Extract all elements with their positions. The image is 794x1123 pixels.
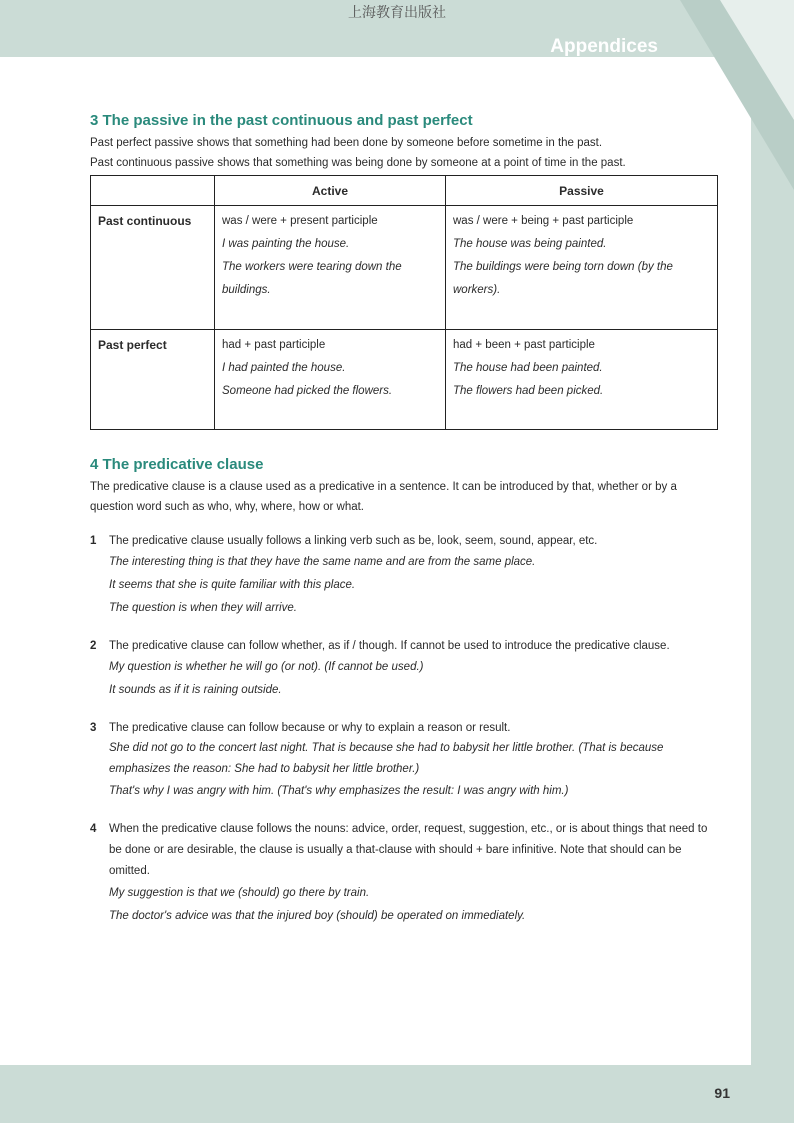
- formula: had + been + past participle: [453, 339, 595, 351]
- section3-intro-1: Past perfect passive shows that something had been done by someone before sometime in the past.: [90, 137, 603, 149]
- rule-example: The doctor's advice was that the injured boy (should) be operated on immediately.: [109, 910, 526, 922]
- formula: had + past participle: [222, 339, 326, 351]
- rule-text: The predicative clause can follow whether, as if / though. If cannot be used to introduce the predicative clause.: [109, 640, 670, 652]
- passive-table: [90, 175, 718, 430]
- rule-item: [90, 531, 720, 620]
- rule-example: That's why I was angry with him. (That's why emphasizes the result: I was angry with him.): [109, 785, 569, 797]
- rule-example: My question is whether he will go (or not). (If cannot be used.): [109, 661, 424, 673]
- table-header-active: Active: [215, 176, 446, 206]
- table-header-empty: [91, 176, 215, 206]
- formula: was / were + being + past participle: [453, 215, 634, 227]
- active-cell: [215, 206, 446, 330]
- page-number: 91: [714, 1085, 730, 1101]
- table-header-passive: Passive: [446, 176, 718, 206]
- example: I was painting the house.: [222, 238, 350, 250]
- table-row: [91, 330, 718, 430]
- section4-intro: The predicative clause is a clause used as a predicative in a sentence. It can be introduced by that, whether or by a question word such as who, why, where, how or what.: [90, 481, 677, 513]
- rule-example: It seems that she is quite familiar with this place.: [109, 579, 356, 591]
- passive-cell: [446, 206, 718, 330]
- example: The buildings were being torn down (by the workers).: [453, 261, 673, 296]
- example: The house was being painted.: [453, 238, 607, 250]
- section4: [90, 456, 720, 928]
- rule-example: My suggestion is that we (should) go there by train.: [109, 887, 370, 899]
- footer-band: [0, 1065, 794, 1123]
- rule-example: It sounds as if it is raining outside.: [109, 684, 282, 696]
- passive-cell: [446, 330, 718, 430]
- formula: was / were + present participle: [222, 215, 378, 227]
- rule-example: She did not go to the concert last night. That is because she had to babysit her little brother. (That is because emphasizes the reason: She had to babysit her little brother.): [109, 742, 664, 775]
- table-row: [91, 206, 718, 330]
- row-label: Past continuous: [91, 206, 215, 330]
- rule-example: The interesting thing is that they have the same name and are from the same place.: [109, 556, 536, 568]
- rule-text: When the predicative clause follows the nouns: advice, order, request, suggestion, etc., or is about things that need to be done or are desirable, the clause is usually a that-clause with should + bare infinitive. Note that should can be omitted.: [109, 823, 708, 877]
- row-label: Past perfect: [91, 330, 215, 430]
- rule-item: [90, 718, 720, 803]
- example: I had painted the house.: [222, 362, 346, 374]
- rule-item: [90, 819, 720, 928]
- rule-number: 3: [90, 722, 97, 734]
- example: The house had been painted.: [453, 362, 603, 374]
- section3-intro-2: Past continuous passive shows that something was being done by someone at a point of time in the past.: [90, 157, 626, 169]
- rule-item: [90, 636, 720, 702]
- rule-number: 4: [90, 823, 97, 835]
- page-content: [90, 112, 720, 928]
- rule-number: 1: [90, 535, 97, 547]
- publisher-name: 上海教育出版社: [348, 5, 446, 21]
- rule-number: 2: [90, 640, 97, 652]
- table-header-row: [91, 176, 718, 206]
- active-cell: [215, 330, 446, 430]
- rule-example: The question is when they will arrive.: [109, 602, 297, 614]
- example: Someone had picked the flowers.: [222, 385, 393, 397]
- section-label: Appendices: [550, 36, 658, 57]
- rule-text: The predicative clause can follow because or why to explain a reason or result.: [109, 722, 511, 734]
- example: The workers were tearing down the buildings.: [222, 261, 402, 296]
- example: The flowers had been picked.: [453, 385, 604, 397]
- section4-heading: 4 The predicative clause: [90, 456, 264, 473]
- rule-text: The predicative clause usually follows a linking verb such as be, look, seem, sound, appear, etc.: [109, 535, 598, 547]
- section3-heading: 3 The passive in the past continuous and past perfect: [90, 112, 473, 129]
